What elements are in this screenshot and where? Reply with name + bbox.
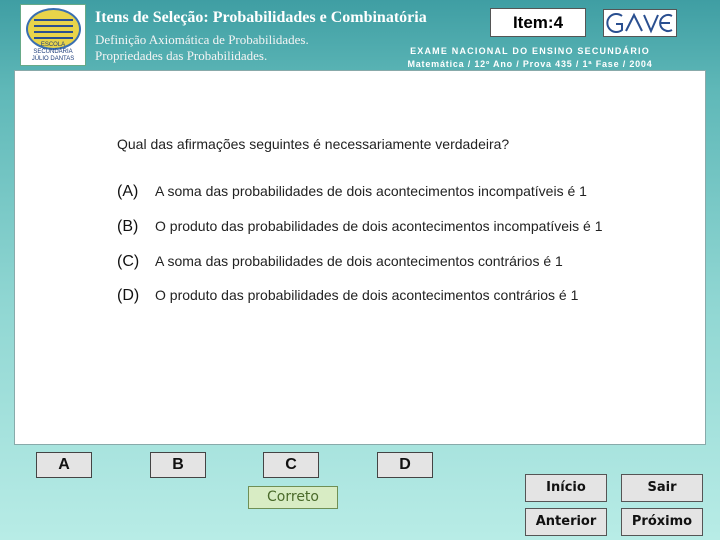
question-text: Qual das afirmações seguintes é necessariamente verdadeira? xyxy=(117,136,510,152)
sair-button[interactable]: Sair xyxy=(621,474,703,502)
exam-details: Matemática / 12º Ano / Prova 435 / 1ª Fase / 2004 xyxy=(407,59,653,69)
answer-d-button[interactable]: D xyxy=(377,452,433,478)
option-letter: (B) xyxy=(117,218,139,235)
logo-caption: ESCOLA SECUNDÁRIA JÚLIO DANTAS xyxy=(31,42,75,62)
exam-title: EXAME NACIONAL DO ENSINO SECUNDÁRIO xyxy=(410,46,650,56)
option-d xyxy=(117,287,578,305)
answer-a-button[interactable]: A xyxy=(36,452,92,478)
anterior-button[interactable]: Anterior xyxy=(525,508,607,536)
feedback-correct-badge: Correto xyxy=(248,486,338,509)
option-text: A soma das probabilidades de dois acontecimentos contrários é 1 xyxy=(155,253,563,269)
option-letter: (C) xyxy=(117,253,140,270)
inicio-button[interactable]: Início xyxy=(525,474,607,502)
answer-b-button[interactable]: B xyxy=(150,452,206,478)
option-text: A soma das probabilidades de dois acontecimentos incompatíveis é 1 xyxy=(155,183,587,199)
option-letter: (D) xyxy=(117,287,140,304)
gave-logo-icon xyxy=(603,9,677,37)
topic-subtitle-2: Propriedades das Probabilidades. xyxy=(95,48,268,63)
option-text: O produto das probabilidades de dois acontecimentos contrários é 1 xyxy=(155,287,579,303)
question-panel xyxy=(14,70,706,445)
option-b xyxy=(117,218,603,236)
topic-subtitle-1: Definição Axiomática de Probabilidades. xyxy=(95,32,309,47)
answer-c-button[interactable]: C xyxy=(263,452,319,478)
option-letter: (A) xyxy=(117,183,139,200)
option-c xyxy=(117,253,563,271)
option-a xyxy=(117,183,587,201)
page-title: Itens de Seleção: Probabilidades e Combinatória xyxy=(95,9,427,26)
proximo-button[interactable]: Próximo xyxy=(621,508,703,536)
option-text: O produto das probabilidades de dois acontecimentos incompatíveis é 1 xyxy=(155,218,603,234)
item-number-badge: Item:4 xyxy=(490,8,586,37)
school-logo xyxy=(20,4,86,66)
